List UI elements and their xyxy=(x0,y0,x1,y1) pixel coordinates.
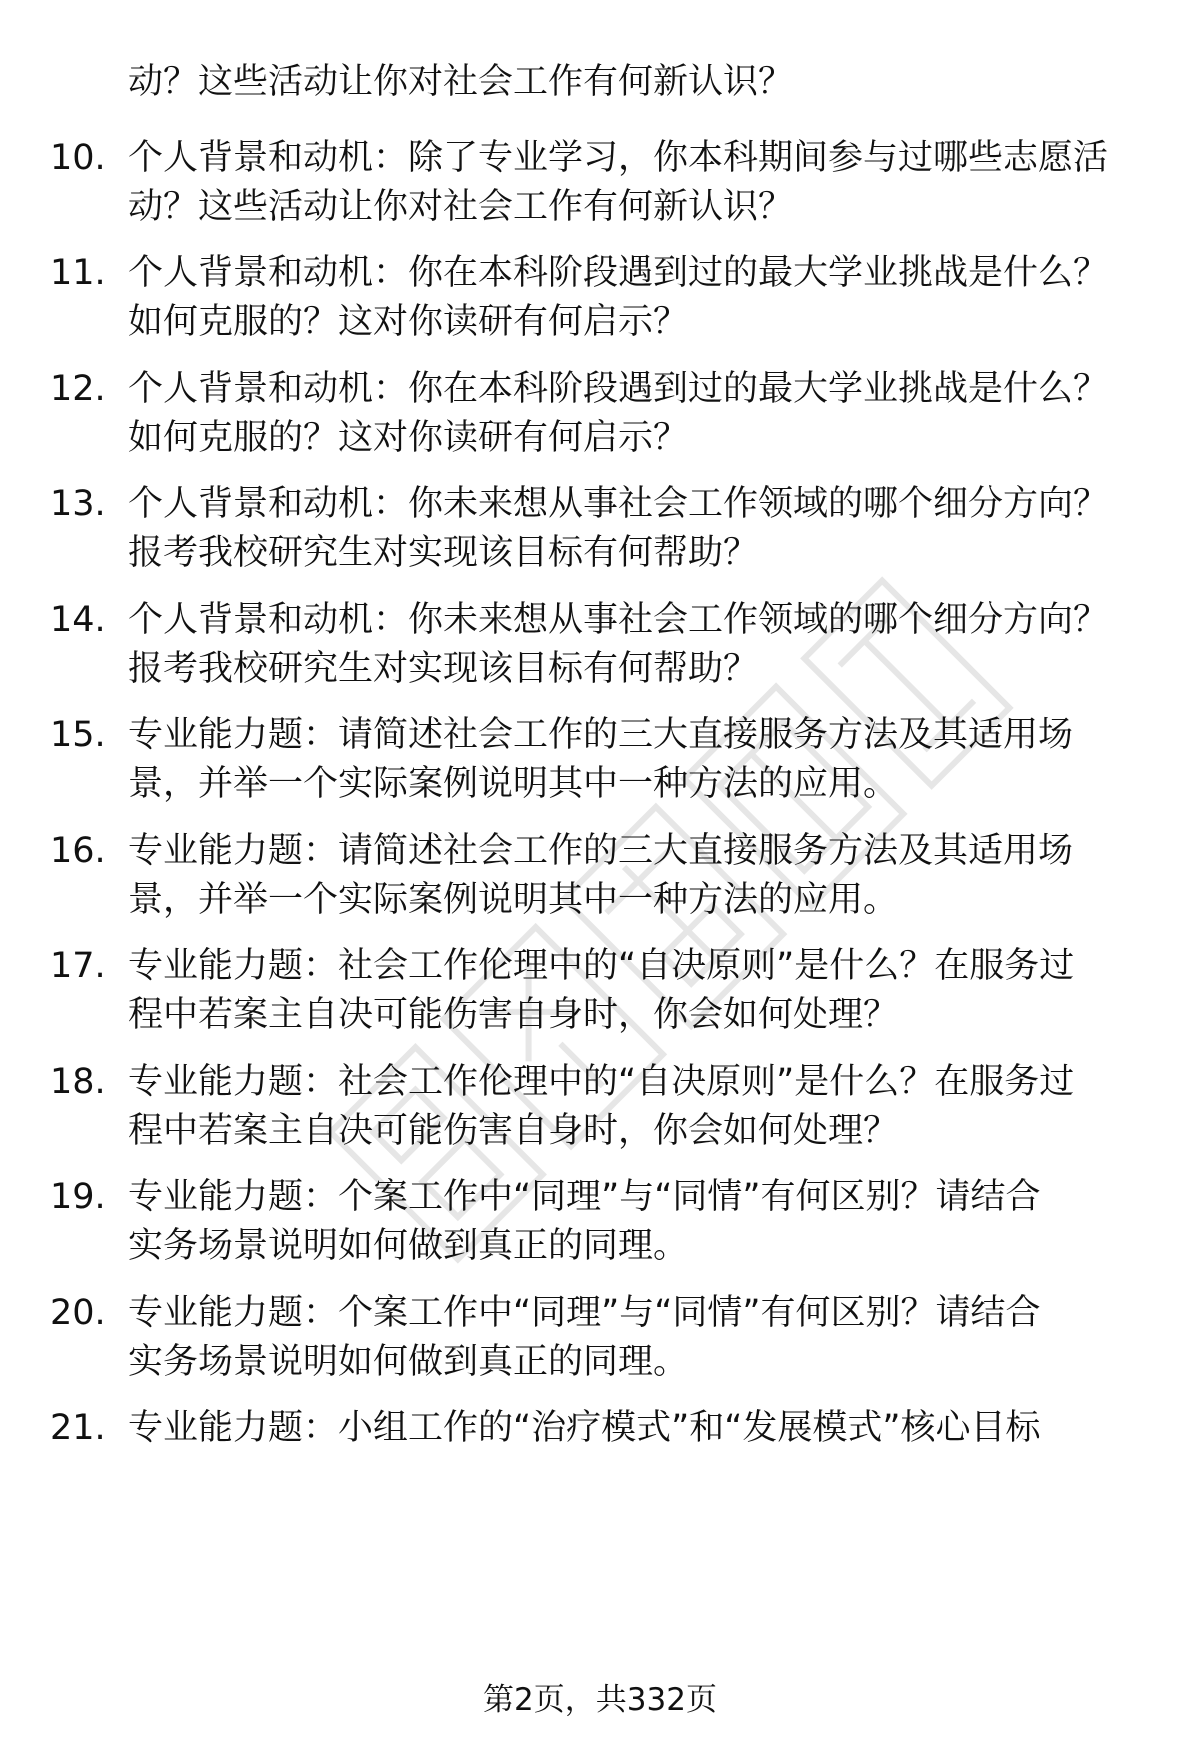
continued-question-text: 动？这些活动让你对社会工作有何新认识？ xyxy=(128,62,794,102)
question-text: 专业能力题：请简述社会工作的三大直接服务方法及其适用场 景，并举一个实际案例说明其中一种方法的应用。 xyxy=(128,715,1074,804)
question-text: 个人背景和动机：你在本科阶段遇到过的最大学业挑战是什么？ 如何克服的？这对你读研有何启示？ xyxy=(128,369,1109,458)
question-number: 18. xyxy=(50,1062,106,1102)
question-number: 15. xyxy=(50,715,106,755)
question-number: 11. xyxy=(50,253,106,293)
question-number: 14. xyxy=(50,600,106,640)
page-footer: 第2页，共332页 xyxy=(483,1682,717,1718)
question-number: 19. xyxy=(50,1177,106,1217)
question-text: 专业能力题：请简述社会工作的三大直接服务方法及其适用场 景，并举一个实际案例说明其中一种方法的应用。 xyxy=(128,831,1074,920)
question-number: 17. xyxy=(50,946,106,986)
question-number: 13. xyxy=(50,484,106,524)
question-text: 个人背景和动机：你在本科阶段遇到过的最大学业挑战是什么？ 如何克服的？这对你读研有何启示？ xyxy=(128,253,1109,342)
question-text: 个人背景和动机：除了专业学习，你本科期间参与过哪些志愿活 动？这些活动让你对社会工作有何新认识？ xyxy=(128,138,1109,227)
question-number: 20. xyxy=(50,1293,106,1333)
question-number: 21. xyxy=(50,1408,106,1448)
question-text: 专业能力题：社会工作伦理中的“自决原则”是什么？在服务过 程中若案主自决可能伤害自身时，你会如何处理？ xyxy=(128,1062,1075,1151)
question-number: 16. xyxy=(50,831,106,871)
question-number: 10. xyxy=(50,138,106,178)
question-text: 专业能力题：社会工作伦理中的“自决原则”是什么？在服务过 程中若案主自决可能伤害自身时，你会如何处理？ xyxy=(128,946,1075,1035)
question-text: 个人背景和动机：你未来想从事社会工作领域的哪个细分方向？ 报考我校研究生对实现该目标有何帮助？ xyxy=(128,600,1109,689)
question-text: 专业能力题：个案工作中“同理”与“同情”有何区别？请结合 实务场景说明如何做到真正的同理。 xyxy=(128,1177,1041,1266)
question-text: 专业能力题：小组工作的“治疗模式”和“发展模式”核心目标 xyxy=(128,1408,1041,1448)
question-number: 12. xyxy=(50,369,106,409)
question-text: 个人背景和动机：你未来想从事社会工作领域的哪个细分方向？ 报考我校研究生对实现该目标有何帮助？ xyxy=(128,484,1109,573)
question-text: 专业能力题：个案工作中“同理”与“同情”有何区别？请结合 实务场景说明如何做到真正的同理。 xyxy=(128,1293,1041,1382)
